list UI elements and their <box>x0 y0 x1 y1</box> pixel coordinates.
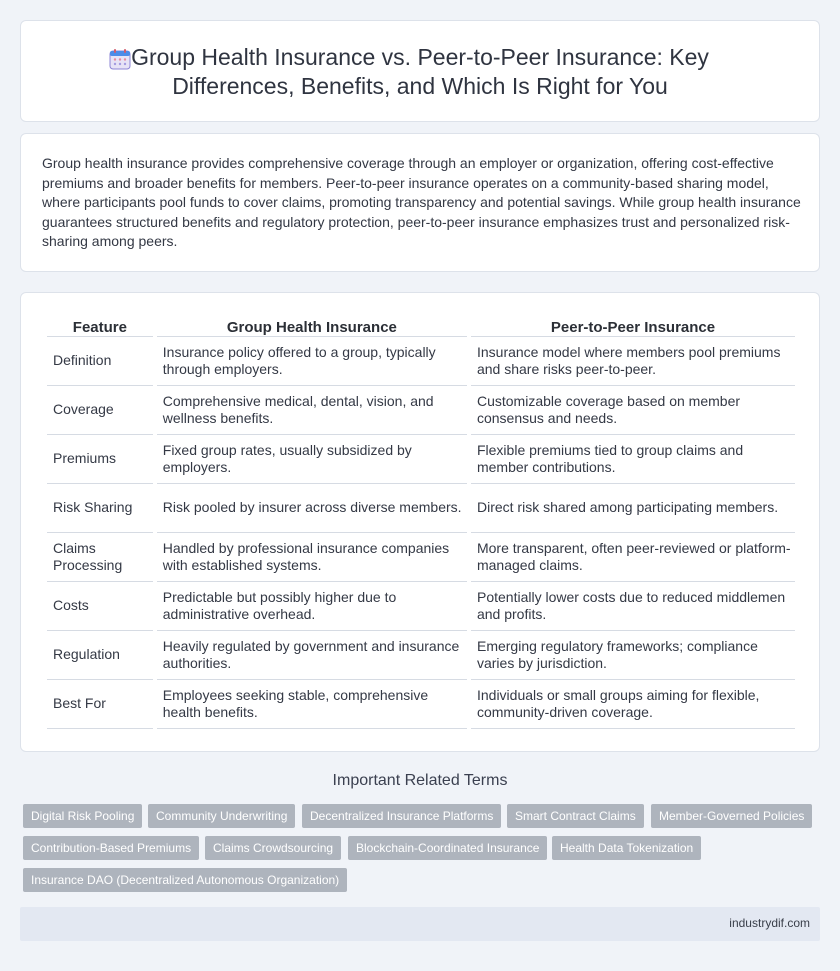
intro-card <box>20 133 820 272</box>
feature-cell: Definition <box>47 337 153 386</box>
term-tag[interactable]: Claims Crowdsourcing <box>205 836 341 860</box>
feature-cell: Premiums <box>47 435 153 484</box>
term-tag[interactable]: Contribution-Based Premiums <box>23 836 199 860</box>
table-row <box>47 386 795 435</box>
feature-cell: Coverage <box>47 386 153 435</box>
header-peer-to-peer: Peer-to-Peer Insurance <box>471 315 795 337</box>
table-row <box>47 435 795 484</box>
intro-paragraph: Group health insurance provides comprehensive coverage through an employer or organization, offering cost-effective premiums and broader benefits for members. Peer-to-peer insurance operates on a community-based sharing model, where participants pool funds to cover claims, promoting transparency and potential savings. While group health insurance guarantees structured benefits and regulatory protection, peer-to-peer insurance emphasizes trust and personalized risk-sharing among peers. <box>42 155 801 250</box>
header-feature: Feature <box>47 315 153 337</box>
term-tag[interactable]: Member-Governed Policies <box>651 804 812 828</box>
footer-site[interactable]: industrydif.com <box>729 916 810 930</box>
term-tag[interactable]: Digital Risk Pooling <box>23 804 142 828</box>
term-tag[interactable]: Community Underwriting <box>148 804 295 828</box>
group-cell: Heavily regulated by government and insurance authorities. <box>157 631 467 680</box>
term-tag[interactable]: Insurance DAO (Decentralized Autonomous Organization) <box>23 868 347 892</box>
footer <box>20 907 820 941</box>
feature-cell: Best For <box>47 680 153 729</box>
feature-cell: Costs <box>47 582 153 631</box>
group-cell: Fixed group rates, usually subsidized by employers. <box>157 435 467 484</box>
group-cell: Risk pooled by insurer across diverse members. <box>157 484 467 533</box>
feature-cell: Regulation <box>47 631 153 680</box>
p2p-cell: Potentially lower costs due to reduced middlemen and profits. <box>471 582 795 631</box>
p2p-cell: Insurance model where members pool premiums and share risks peer-to-peer. <box>471 337 795 386</box>
comparison-card <box>20 292 820 752</box>
table-header-row <box>47 315 795 337</box>
group-cell: Handled by professional insurance companies with established systems. <box>157 533 467 582</box>
p2p-cell: Individuals or small groups aiming for flexible, community-driven coverage. <box>471 680 795 729</box>
p2p-cell: More transparent, often peer-reviewed or platform-managed claims. <box>471 533 795 582</box>
term-tag[interactable]: Blockchain-Coordinated Insurance <box>348 836 547 860</box>
table-row <box>47 680 795 729</box>
page-title: Group Health Insurance vs. Peer-to-Peer Insurance: Key Differences, Benefits, and Which Is Right for You <box>131 44 709 99</box>
group-cell: Insurance policy offered to a group, typically through employers. <box>157 337 467 386</box>
feature-cell: Claims Processing <box>47 533 153 582</box>
table-row <box>47 533 795 582</box>
term-tag[interactable]: Decentralized Insurance Platforms <box>302 804 501 828</box>
header-group-health: Group Health Insurance <box>157 315 467 337</box>
term-tag[interactable]: Smart Contract Claims <box>507 804 644 828</box>
table-row <box>47 337 795 386</box>
p2p-cell: Emerging regulatory frameworks; compliance varies by jurisdiction. <box>471 631 795 680</box>
table-row <box>47 631 795 680</box>
p2p-cell: Direct risk shared among participating members. <box>471 484 795 533</box>
feature-cell: Risk Sharing <box>47 484 153 533</box>
comparison-table <box>43 315 799 729</box>
related-terms-heading: Important Related Terms <box>332 772 508 789</box>
group-cell: Predictable but possibly higher due to administrative overhead. <box>157 582 467 631</box>
table-row <box>47 484 795 533</box>
p2p-cell: Customizable coverage based on member consensus and needs. <box>471 386 795 435</box>
p2p-cell: Flexible premiums tied to group claims and member contributions. <box>471 435 795 484</box>
table-row <box>47 582 795 631</box>
term-tag[interactable]: Health Data Tokenization <box>552 836 701 860</box>
group-cell: Comprehensive medical, dental, vision, and wellness benefits. <box>157 386 467 435</box>
group-cell: Employees seeking stable, comprehensive health benefits. <box>157 680 467 729</box>
title-card <box>20 20 820 122</box>
